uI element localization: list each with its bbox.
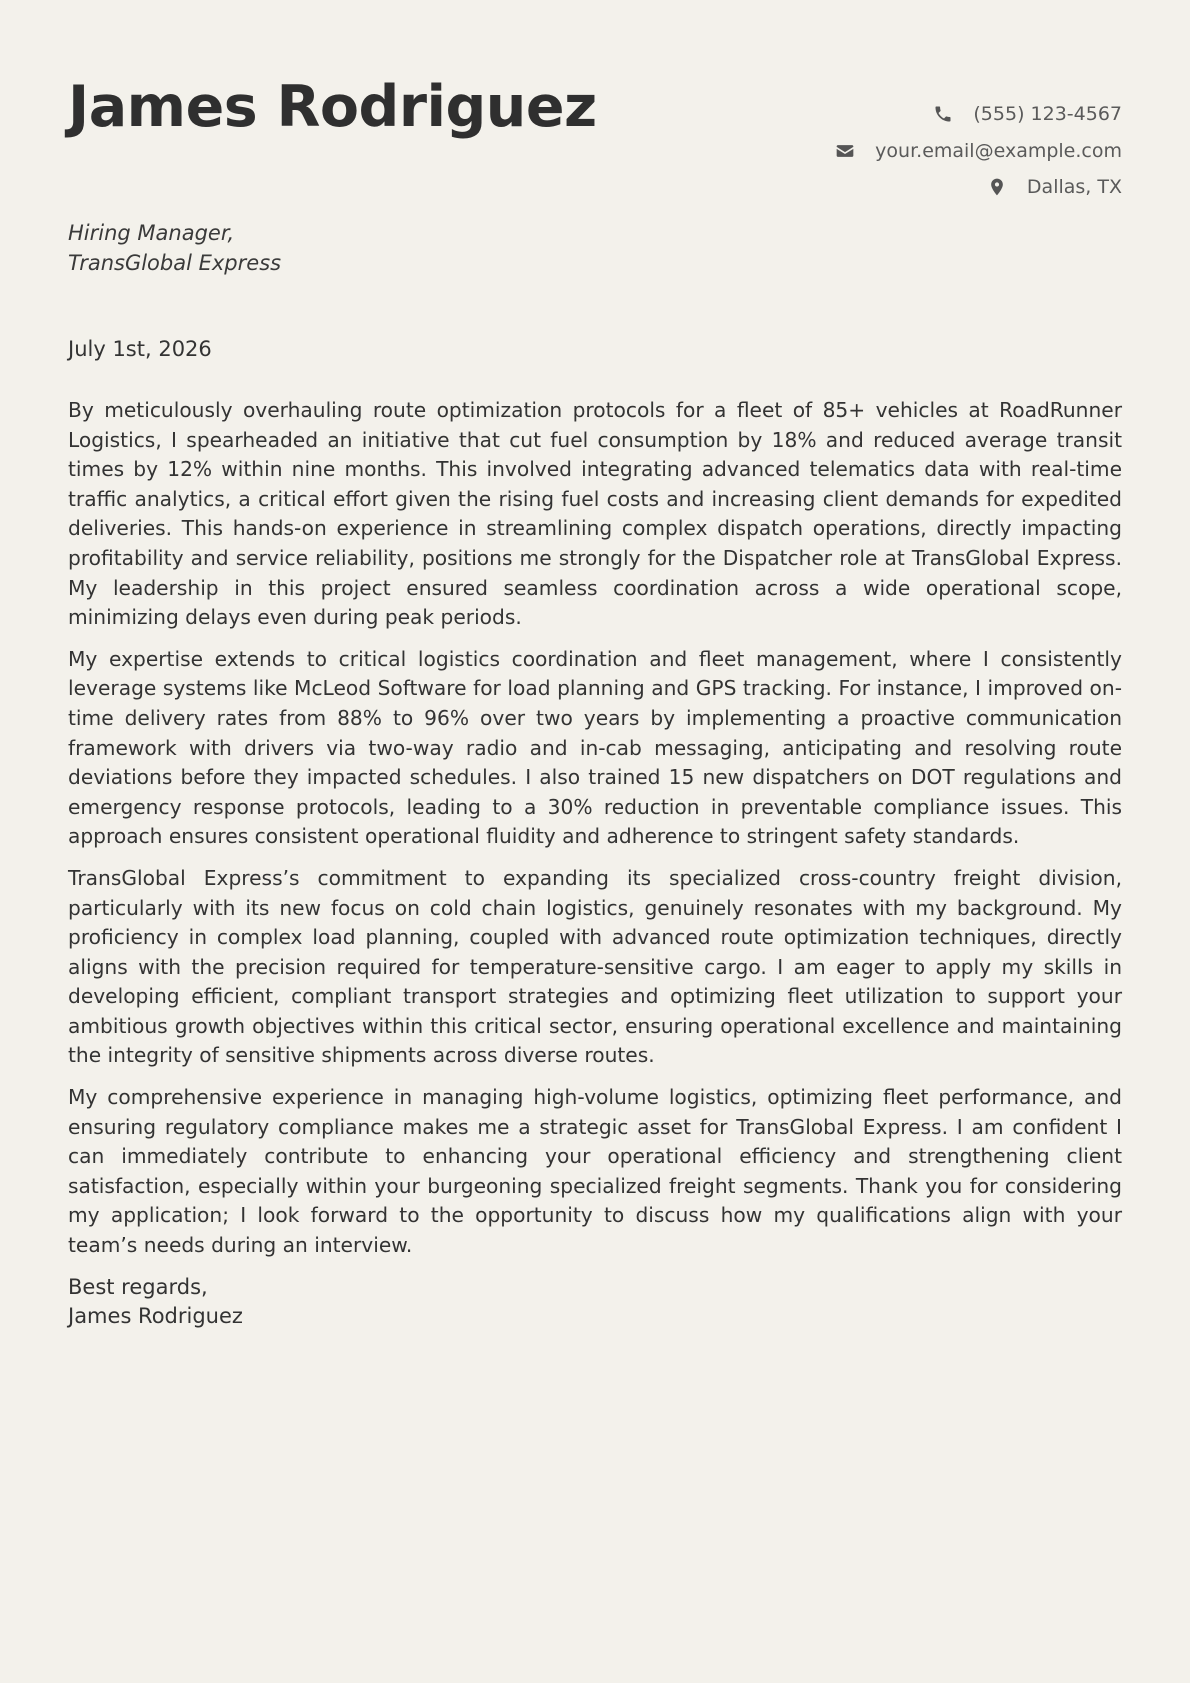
applicant-name: James Rodriguez bbox=[68, 74, 597, 140]
phone-text: (555) 123-4567 bbox=[973, 103, 1122, 126]
contact-location bbox=[835, 169, 1122, 206]
recipient-block bbox=[68, 218, 281, 278]
email-text: your.email@example.com bbox=[875, 139, 1122, 162]
signoff-block bbox=[68, 1273, 1122, 1332]
contact-phone bbox=[835, 96, 1122, 133]
body-paragraph: By meticulously overhauling route optimization protocols for a fleet of 85+ vehicles at RoadRunner Logistics, I spearheaded an initiative that cut fuel consumption by 18% and reduced average transit times by 12% within nine months. This involved integrating advanced telematics data with real-time traffic analytics, a critical effort given the rising fuel costs and increasing client demands for expedited deliveries. This hands-on experience in streamlining complex dispatch operations, directly impacting profitability and service reliability, positions me strongly for the Dispatcher role at TransGlobal Express. My leadership in this project ensured seamless coordination across a wide operational scope, minimizing delays even during peak periods. bbox=[68, 398, 1122, 630]
body-paragraph: TransGlobal Express’s commitment to expanding its specialized cross-country freight division, particularly with its new focus on cold chain logistics, genuinely resonates with my background. My proficiency in complex load planning, coupled with advanced route optimization techniques, directly aligns with the precision required for temperature-sensitive cargo. I am eager to apply my skills in developing efficient, compliant transport strategies and optimizing fleet utilization to support your ambitious growth objectives within this critical sector, ensuring operational excellence and maintaining the integrity of sensitive shipments across diverse routes. bbox=[68, 865, 1122, 1068]
contact-block bbox=[835, 96, 1122, 206]
contact-email bbox=[835, 133, 1122, 170]
body-paragraph: My expertise extends to critical logistics coordination and fleet management, where I consistently leverage systems like McLeod Software for load planning and GPS tracking. For instance, I improved on-time delivery rates from 88% to 96% over two years by implementing a proactive communication framework with drivers via two-way radio and in-cab messaging, anticipating and resolving route deviations before they impacted schedules. I also trained 15 new dispatchers on DOT regulations and emergency response protocols, leading to a 30% reduction in preventable compliance issues. This approach ensures consistent operational fluidity and adherence to stringent safety standards. bbox=[68, 646, 1122, 849]
letter-date: July 1st, 2026 bbox=[68, 337, 212, 361]
cover-letter-page bbox=[68, 0, 1122, 1329]
phone-icon bbox=[933, 104, 953, 124]
recipient-company: TransGlobal Express bbox=[68, 251, 282, 275]
recipient-title: Hiring Manager, bbox=[68, 221, 235, 245]
signature-name: James Rodriguez bbox=[68, 1304, 243, 1329]
location-text: Dallas, TX bbox=[1026, 176, 1122, 199]
letter-body bbox=[68, 396, 1122, 1332]
body-paragraph: My comprehensive experience in managing high-volume logistics, optimizing fleet performance, and ensuring regulatory compliance makes me a strategic asset for TransGlobal Express. I am confident I can immediately contribute to enhancing your operational efficiency and strengthening client satisfaction, especially within your burgeoning specialized freight segments. Thank you for considering my application; I look forward to the opportunity to discuss how my qualifications align with your team’s needs during an interview. bbox=[68, 1085, 1122, 1258]
letter-header bbox=[68, 0, 1122, 205]
closing-salutation: Best regards, bbox=[68, 1274, 208, 1299]
map-pin-icon bbox=[987, 177, 1007, 197]
envelope-icon bbox=[835, 141, 855, 161]
